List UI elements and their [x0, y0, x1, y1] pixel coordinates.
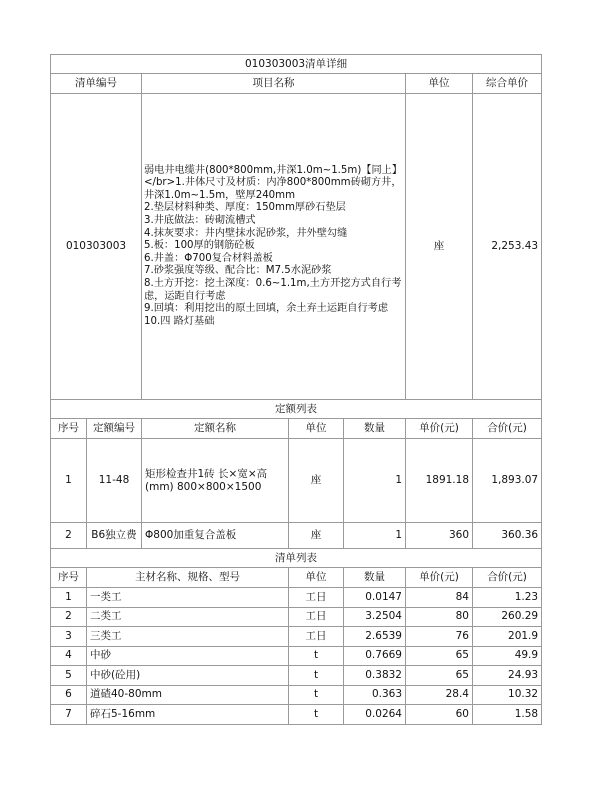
material-cell-qty: 0.7669 — [344, 646, 406, 666]
materials-section-title: 清单列表 — [51, 549, 542, 568]
quota-cell-code: 11-48 — [87, 439, 142, 523]
material-cell-qty: 3.2504 — [344, 607, 406, 627]
material-cell-name: 二类工 — [87, 607, 289, 627]
quota-cell-unit: 座 — [289, 439, 344, 523]
material-cell-name: 中砂 — [87, 646, 289, 666]
item-unit: 座 — [406, 94, 473, 400]
material-cell-no: 5 — [51, 666, 87, 686]
material-header-unit: 单位 — [289, 568, 344, 588]
material-cell-name: 一类工 — [87, 588, 289, 608]
quota-header-name: 定额名称 — [142, 419, 289, 439]
material-cell-qty: 2.6539 — [344, 627, 406, 647]
quota-cell-total: 360.36 — [473, 523, 542, 549]
material-row — [51, 646, 542, 666]
material-row — [51, 666, 542, 686]
material-header-qty: 数量 — [344, 568, 406, 588]
material-cell-unit: t — [289, 646, 344, 666]
material-cell-no: 3 — [51, 627, 87, 647]
material-header-total: 合价(元) — [473, 568, 542, 588]
material-header-no: 序号 — [51, 568, 87, 588]
quota-cell-qty: 1 — [344, 439, 406, 523]
quota-section-title: 定额列表 — [51, 400, 542, 419]
quota-header-qty: 数量 — [344, 419, 406, 439]
header-unit: 单位 — [406, 74, 473, 94]
table-title: 010303003清单详细 — [51, 55, 542, 74]
quota-cell-no: 2 — [51, 523, 87, 549]
material-cell-unit: t — [289, 685, 344, 705]
material-cell-total: 24.93 — [473, 666, 542, 686]
material-cell-unit: 工日 — [289, 588, 344, 608]
material-cell-qty: 0.0147 — [344, 588, 406, 608]
material-cell-no: 7 — [51, 705, 87, 725]
material-cell-no: 4 — [51, 646, 87, 666]
material-cell-unit: t — [289, 705, 344, 725]
material-header-name: 主材名称、规格、型号 — [87, 568, 289, 588]
material-cell-unit-price: 80 — [406, 607, 473, 627]
quota-header-unit-price: 单价(元) — [406, 419, 473, 439]
material-cell-unit-price: 65 — [406, 666, 473, 686]
item-code: 010303003 — [51, 94, 142, 400]
material-cell-total: 260.29 — [473, 607, 542, 627]
material-cell-unit: 工日 — [289, 627, 344, 647]
quota-cell-name: 矩形检查井1砖 长×宽×高(mm) 800×800×1500 — [142, 439, 289, 523]
quota-cell-unit-price: 360 — [406, 523, 473, 549]
quota-cell-unit-price: 1891.18 — [406, 439, 473, 523]
material-cell-unit-price: 76 — [406, 627, 473, 647]
material-cell-unit-price: 65 — [406, 646, 473, 666]
material-cell-total: 1.23 — [473, 588, 542, 608]
material-header-unit-price: 单价(元) — [406, 568, 473, 588]
material-cell-unit-price: 84 — [406, 588, 473, 608]
quota-cell-total: 1,893.07 — [473, 439, 542, 523]
material-cell-qty: 0.363 — [344, 685, 406, 705]
material-cell-total: 49.9 — [473, 646, 542, 666]
material-cell-name: 道碴40-80mm — [87, 685, 289, 705]
quota-cell-code: B6独立费 — [87, 523, 142, 549]
material-row — [51, 705, 542, 725]
quota-header-total: 合价(元) — [473, 419, 542, 439]
material-cell-total: 201.9 — [473, 627, 542, 647]
material-cell-unit: t — [289, 666, 344, 686]
quota-cell-no: 1 — [51, 439, 87, 523]
material-cell-no: 2 — [51, 607, 87, 627]
material-cell-qty: 0.0264 — [344, 705, 406, 725]
quota-cell-unit: 座 — [289, 523, 344, 549]
material-cell-no: 6 — [51, 685, 87, 705]
material-cell-name: 中砂(砼用) — [87, 666, 289, 686]
material-cell-total: 1.58 — [473, 705, 542, 725]
material-cell-qty: 0.3832 — [344, 666, 406, 686]
material-cell-total: 10.32 — [473, 685, 542, 705]
quota-header-code: 定额编号 — [87, 419, 142, 439]
material-row — [51, 627, 542, 647]
material-cell-name: 三类工 — [87, 627, 289, 647]
material-cell-name: 碎石5-16mm — [87, 705, 289, 725]
header-name: 项目名称 — [142, 74, 406, 94]
item-price: 2,253.43 — [473, 94, 542, 400]
material-row — [51, 588, 542, 608]
material-cell-no: 1 — [51, 588, 87, 608]
material-cell-unit-price: 28.4 — [406, 685, 473, 705]
material-cell-unit-price: 60 — [406, 705, 473, 725]
quota-header-unit: 单位 — [289, 419, 344, 439]
quota-row — [51, 523, 542, 549]
quota-cell-qty: 1 — [344, 523, 406, 549]
quota-row — [51, 439, 542, 523]
quota-header-no: 序号 — [51, 419, 87, 439]
quota-cell-name: Φ800加重复合盖板 — [142, 523, 289, 549]
item-description: 弱电井电缆井(800*800mm,井深1.0m~1.5m)【同上】</br>1.井体尺寸及材质：内净800*800mm砖砌方井，井深1.0m~1.5m，壁厚240mm 2.垫层材料种类、厚度：150mm厚砂石垫层 3.井底做法：砖砌流槽式 4.抹灰要求：井内壁抹水泥砂浆，井外壁勾缝 5.板：100厚的钢筋砼板 6.井盖：Φ700复合材料盖板 7.砂浆强度等级、配合比：M7.5水泥砂浆 8.土方开挖：挖土深度：0.6~1.1m,土方开挖方式自行考虑，运距自行考虑 9.回填：利用挖出的原土回填，余土弃土运距自行考虑 10.四 路灯基础 — [142, 94, 406, 400]
bill-detail-table — [50, 54, 542, 725]
material-row — [51, 685, 542, 705]
header-price: 综合单价 — [473, 74, 542, 94]
header-code: 清单编号 — [51, 74, 142, 94]
material-cell-unit: 工日 — [289, 607, 344, 627]
material-row — [51, 607, 542, 627]
